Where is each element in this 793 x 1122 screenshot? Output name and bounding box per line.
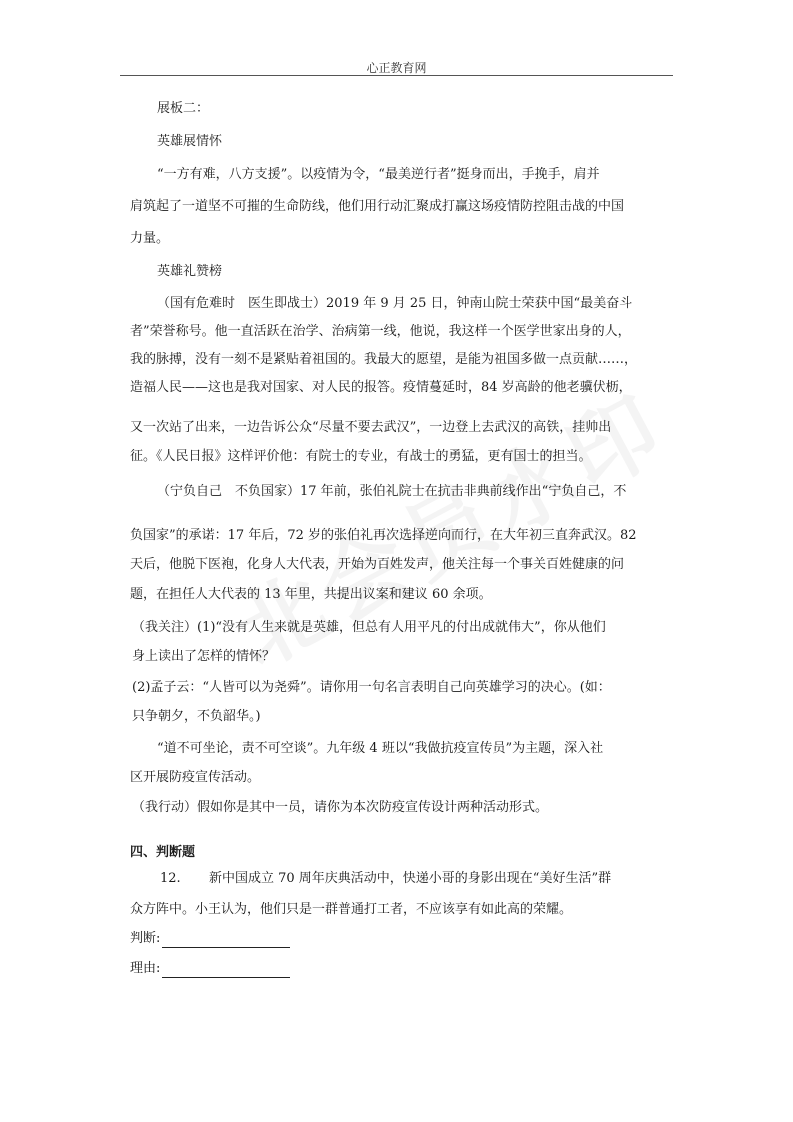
- section2-heading: 英雄礼赞榜: [157, 264, 223, 279]
- activity-intro-line: “道不可坐论，责不可空谈”。九年级 4 班以“我做抗疫宣传员”为主题，深入社: [157, 741, 604, 756]
- para2-line: 题，在担任人大代表的 13 年里，共提出议案和建议 60 余项。: [130, 587, 492, 602]
- judge-label: 判断:: [130, 931, 161, 946]
- part4-heading: 四、判断题: [130, 845, 196, 860]
- judge-row: [130, 930, 793, 948]
- section1-heading: 英雄展情怀: [157, 134, 223, 149]
- activity-intro-line: 区开展防疫宣传活动。: [130, 770, 261, 785]
- question-3: （我行动）假如你是其中一员，请你为本次防疫宣传设计两种活动形式。: [132, 800, 549, 815]
- question-1-line: 身上读出了怎样的情怀？: [132, 649, 276, 664]
- question-12-line: 新中国成立 70 周年庆典活动中，快递小哥的身影出现在“美好生活”群: [209, 871, 612, 886]
- para1-line: 造福人民——这也是我对国家、对人民的报答。疫情蔓延时，84 岁高龄的他老骥伏枥，: [130, 380, 632, 395]
- reason-label: 理由:: [130, 961, 161, 976]
- para2-line: （宁负自己 不负国家）17 年前，张伯礼院士在抗击非典前线作出“宁负自己，不: [157, 484, 627, 499]
- judge-answer-blank[interactable]: [162, 933, 290, 948]
- para2-line: 负国家”的承诺：17 年后，72 岁的张伯礼再次选择逆向而行，在大年初三直奔武汉。82: [130, 528, 637, 543]
- question-2-line: 只争朝夕，不负韶华。): [132, 709, 261, 724]
- para1-line: 又一次站了出来，一边告诉公众“尽量不要去武汉”，一边登上去武汉的高铁，挂帅出: [130, 420, 612, 435]
- para1-line: 征。《人民日报》这样评价他：有院士的专业，有战士的勇猛，更有国士的担当。: [130, 449, 592, 464]
- watermark: [210, 359, 684, 691]
- header-divider: [120, 75, 673, 76]
- para1-line: 者”荣誉称号。他一直活跃在治学、治病第一线，他说，我这样一个医学世家出身的人，: [130, 324, 631, 339]
- section1-line: “一方有难，八方支援”。以疫情为令，“最美逆行者”挺身而出，手挽手，肩并: [157, 167, 600, 182]
- para2-line: 天后，他脱下医袍，化身人大代表，开始为百姓发声，他关注每一个事关百姓健康的问: [130, 557, 625, 572]
- header-title: 心正教育网: [366, 61, 427, 75]
- board-title: 展板二：: [157, 101, 210, 116]
- question-12-line: 众方阵中。小王认为，他们只是一群普通打工者，不应该享有如此高的荣耀。: [130, 902, 573, 917]
- para1-line: （国有危难时 医生即战士）2019 年 9 月 25 日，钟南山院士荣获中国“最美奋斗: [157, 296, 633, 311]
- section1-line: 力量。: [130, 231, 170, 246]
- question-2-line: (2)孟子云：“人皆可以为尧舜”。请你用一句名言表明自己向英雄学习的决心。(如：: [132, 680, 611, 695]
- reason-row: [130, 960, 793, 978]
- question-1-line: （我关注）(1)“没有人生来就是英雄，但总有人用平凡的付出成就伟大”，你从他们: [132, 620, 606, 635]
- reason-answer-blank[interactable]: [162, 963, 290, 978]
- question-12-number: 12.: [160, 871, 181, 886]
- section1-line: 肩筑起了一道坚不可摧的生命防线，他们用行动汇聚成打赢这场疫情防控阻击战的中国: [130, 199, 625, 214]
- para1-line: 我的脉搏，没有一刻不是紧贴着祖国的。我最大的愿望，是能为祖国多做一点贡献……，: [130, 352, 638, 367]
